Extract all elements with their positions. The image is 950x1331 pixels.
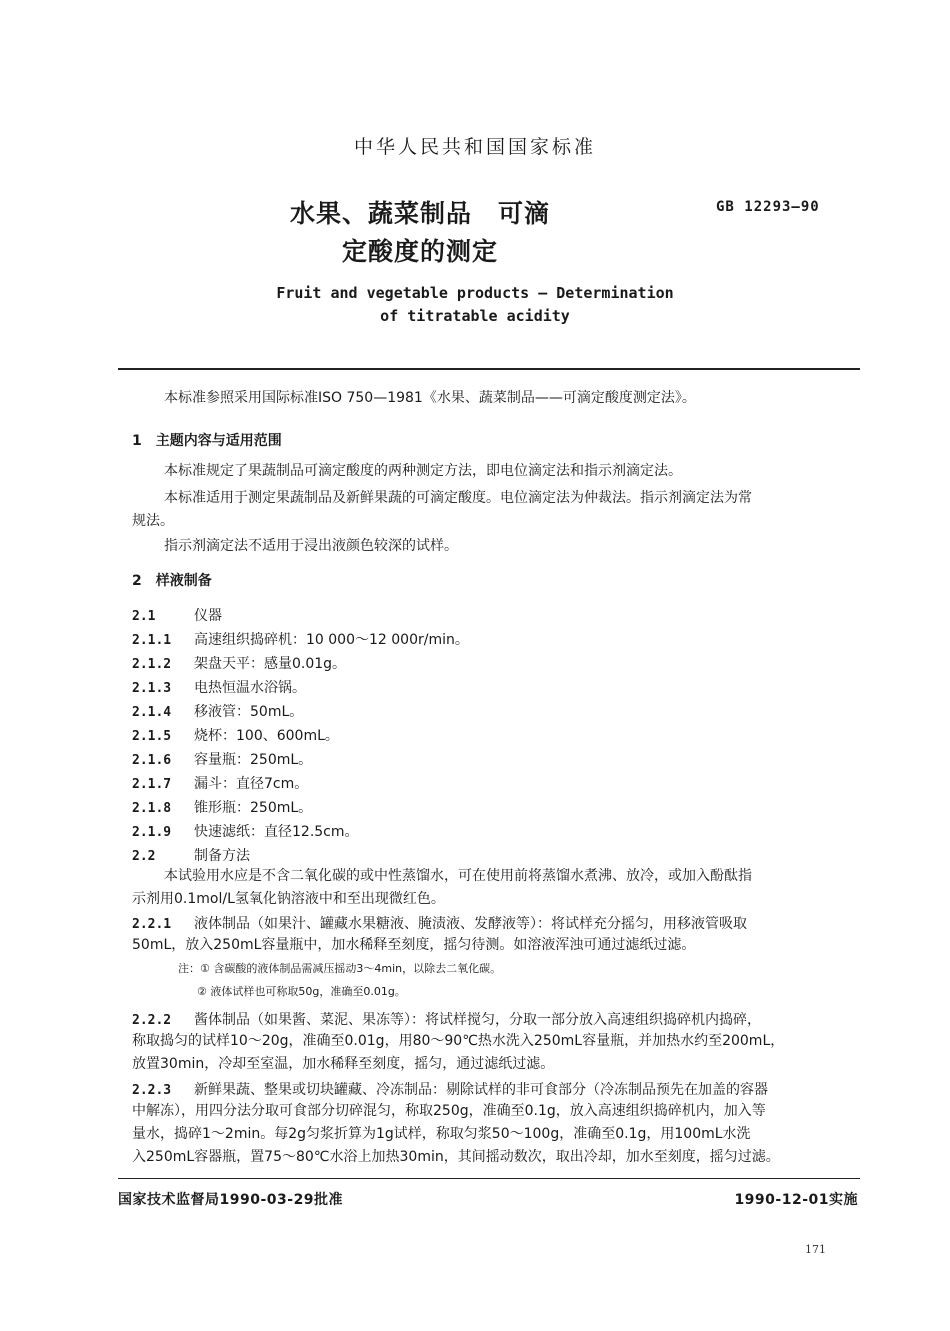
section-2-2-1-line-b: 50mL，放入250mL容量瓶中，加水稀释至刻度，摇匀待测。如溶液浑浊可通过滤纸过滤。 [132,937,696,953]
item-text: 架盘天平：感量0.01g。 [194,656,347,672]
section-2-heading: 2 样液制备 [132,573,212,589]
intro-paragraph: 本标准参照采用国际标准ISO 750—1981《水果、蔬菜制品——可滴定酸度测定法》。 [164,390,696,406]
section-2-2-heading [132,845,250,865]
english-title-line-2: of titratable acidity [380,307,570,325]
effective-date: 1990-12-01实施 [734,1192,858,1208]
approval-date: 国家技术监督局1990-03-29批准 [118,1192,344,1208]
item-text: 锥形瓶：250mL。 [194,800,313,816]
english-title-line-1: Fruit and vegetable products — Determination [276,284,674,302]
list-item [132,821,359,841]
section-number: 2.2.1 [132,917,172,932]
section-text: 制备方法 [194,848,250,864]
item-number: 2.1.7 [132,777,172,792]
item-number: 2.1.9 [132,825,172,840]
section-1-paragraph-2a: 本标准适用于测定果蔬制品及新鲜果蔬的可滴定酸度。电位滴定法为仲裁法。指示剂滴定法为常 [164,490,752,506]
item-text: 移液管：50mL。 [194,704,304,720]
section-number: 2.2 [132,849,156,864]
bottom-rule [118,1178,860,1179]
section-text: 仪器 [194,608,222,624]
section-2-2-3-line-d: 入250mL容器瓶，置75～80℃水浴上加热30min，其间摇动数次，取出冷却，加水至刻度，摇匀过滤。 [132,1149,780,1165]
list-item [132,725,339,745]
section-2-2-3-line-b: 中解冻），用四分法分取可食部分切碎混匀，称取250g，准确至0.1g，放入高速组织捣碎机内，加入等 [132,1103,766,1119]
list-item [132,773,308,793]
section-2-2-3-line-a [132,1079,768,1099]
list-item [132,701,303,721]
item-text: 高速组织捣碎机：10 000～12 000r/min。 [194,632,469,648]
item-text: 快速滤纸：直径12.5cm。 [194,824,359,840]
section-2-2-paragraph-a: 本试验用水应是不含二氧化碳的或中性蒸馏水，可在使用前将蒸馏水煮沸、放冷，或加入酚酞指 [164,868,752,884]
section-2-2-2-line-b: 称取捣匀的试样10～20g，准确至0.01g，用80～90℃热水洗入250mL容量瓶，并加热水约至200mL， [132,1033,785,1049]
item-number: 2.1.1 [132,633,172,648]
note-1: 注：① 含碳酸的液体制品需减压摇动3～4min，以除去二氧化碳。 [178,962,502,975]
section-2-2-1-line-a [132,913,747,933]
item-number: 2.1.8 [132,801,172,816]
section-number: 2.2.2 [132,1013,172,1028]
item-text: 电热恒温水浴锅。 [194,680,306,696]
title-line-2: 定酸度的测定 [342,237,499,266]
item-number: 2.1.6 [132,753,172,768]
list-item [132,749,312,769]
item-text: 容量瓶：250mL。 [194,752,313,768]
note-2: ② 液体试样也可称取50g，准确至0.01g。 [197,985,406,998]
item-number: 2.1.5 [132,729,172,744]
top-rule [118,368,860,370]
national-standard-heading: 中华人民共和国国家标准 [353,136,596,158]
section-text: 新鲜果蔬、整果或切块罐藏、冷冻制品：剔除试样的非可食部分（冷冻制品预先在加盖的容器 [194,1082,768,1098]
section-1-heading: 1 主题内容与适用范围 [132,433,282,449]
section-1-paragraph-2b: 规法。 [132,513,174,529]
page-number: 171 [805,1243,826,1256]
list-item [132,677,306,697]
item-text: 漏斗：直径7cm。 [194,776,309,792]
item-number: 2.1.2 [132,657,172,672]
list-item [132,629,469,649]
list-item [132,797,312,817]
section-2-2-2-line-a [132,1009,761,1029]
item-number: 2.1.3 [132,681,172,696]
item-number: 2.1.4 [132,705,172,720]
section-text: 液体制品（如果汁、罐藏水果糖液、腌渍液、发酵液等）：将试样充分摇匀，用移液管吸取 [194,916,747,932]
section-number: 2.2.3 [132,1083,172,1098]
section-number: 2.1 [132,609,156,624]
section-2-2-2-line-c: 放置30min，冷却至室温，加水稀释至刻度，摇匀，通过滤纸过滤。 [132,1056,555,1072]
section-2-1-heading [132,605,222,625]
title-line-1: 水果、蔬菜制品 可滴 [290,199,551,228]
list-item [132,653,346,673]
section-1-paragraph-1: 本标准规定了果蔬制品可滴定酸度的两种测定方法，即电位滴定法和指示剂滴定法。 [164,463,682,479]
item-text: 烧杯：100、600mL。 [194,728,339,744]
section-text: 酱体制品（如果酱、菜泥、果冻等）：将试样搅匀，分取一部分放入高速组织捣碎机内捣碎， [194,1012,761,1028]
section-1-paragraph-3: 指示剂滴定法不适用于浸出液颜色较深的试样。 [164,538,458,554]
section-2-2-paragraph-b: 示剂用0.1mol/L氢氧化钠溶液中和至出现微红色。 [132,891,445,907]
standard-number: GB 12293—90 [716,199,820,215]
section-2-2-3-line-c: 量水，捣碎1～2min。每2g匀浆折算为1g试样，称取匀浆50～100g，准确至0.1g，用100mL水洗 [132,1126,751,1142]
